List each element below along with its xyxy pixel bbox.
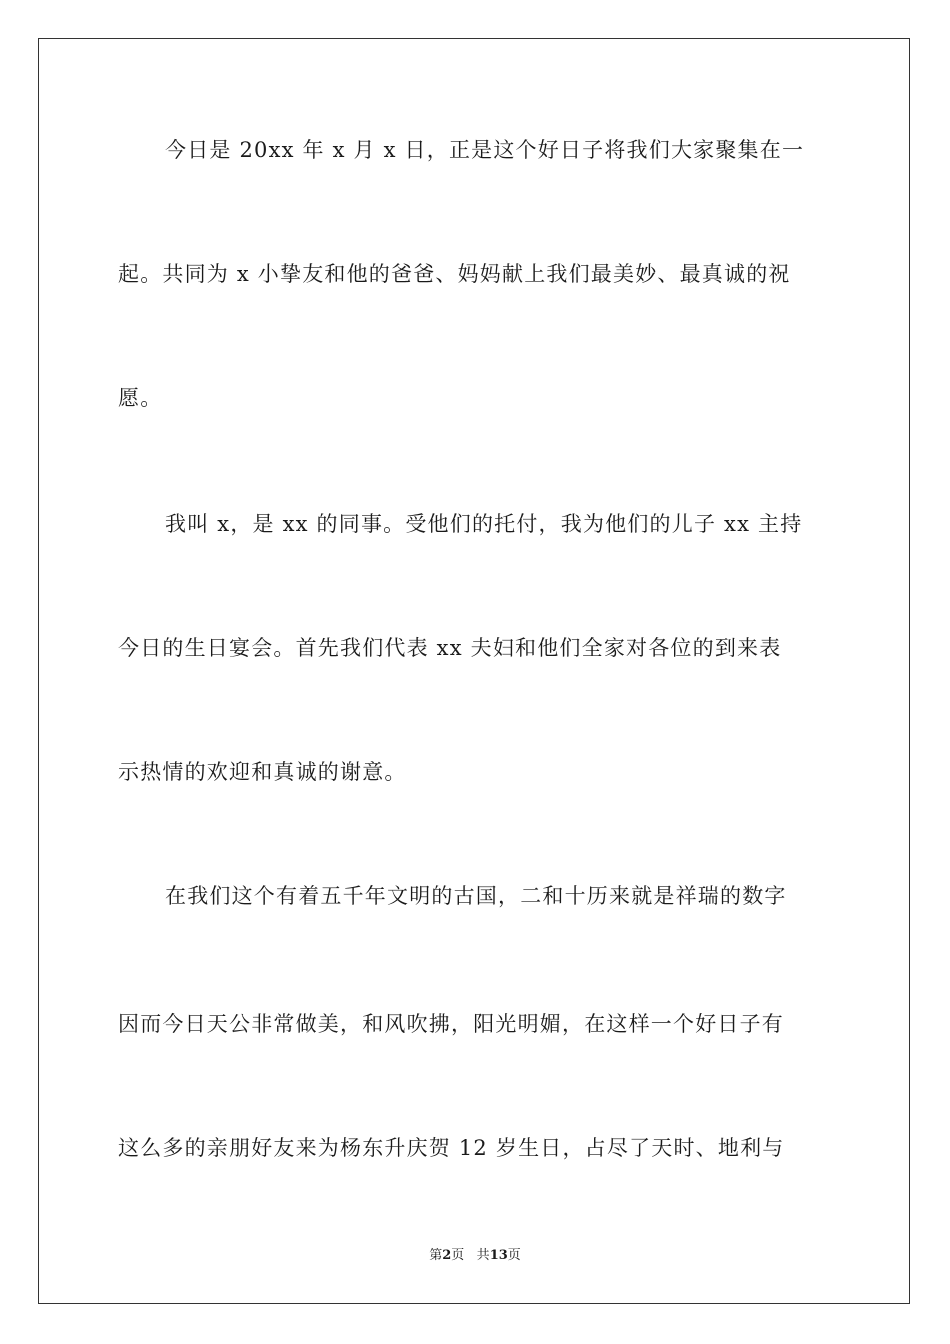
paragraph-1-line-2: 起。共同为 x 小挚友和他的爸爸、妈妈献上我们最美妙、最真诚的祝	[118, 262, 791, 286]
paragraph-3-line-3: 这么多的亲朋好友来为杨东升庆贺 12 岁生日，占尽了天时、地利与	[118, 1136, 785, 1160]
footer-page-number: 2	[442, 1248, 452, 1263]
paragraph-3-line-1: 在我们这个有着五千年文明的古国，二和十历来就是祥瑞的数字	[165, 884, 787, 908]
paragraph-2-line-1: 我叫 x，是 xx 的同事。受他们的托付，我为他们的儿子 xx 主持	[165, 512, 803, 536]
paragraph-2-line-2: 今日的生日宴会。首先我们代表 xx 夫妇和他们全家对各位的到来表	[118, 636, 782, 660]
paragraph-3-line-2: 因而今日天公非常做美，和风吹拂，阳光明媚，在这样一个好日子有	[118, 1012, 784, 1036]
page-footer	[0, 1247, 950, 1265]
footer-total-prefix: 共	[476, 1248, 490, 1263]
footer-page-suffix: 页	[451, 1248, 465, 1263]
paragraph-1-line-1: 今日是 20xx 年 x 月 x 日，正是这个好日子将我们大家聚集在一	[165, 138, 805, 162]
footer-total-pages: 13	[489, 1248, 508, 1263]
paragraph-1-line-3: 愿。	[118, 386, 163, 410]
paragraph-2-line-3: 示热情的欢迎和真诚的谢意。	[118, 760, 407, 784]
page-border	[38, 38, 910, 1304]
footer-total-suffix: 页	[507, 1248, 521, 1263]
footer-page-prefix: 第	[429, 1248, 443, 1263]
